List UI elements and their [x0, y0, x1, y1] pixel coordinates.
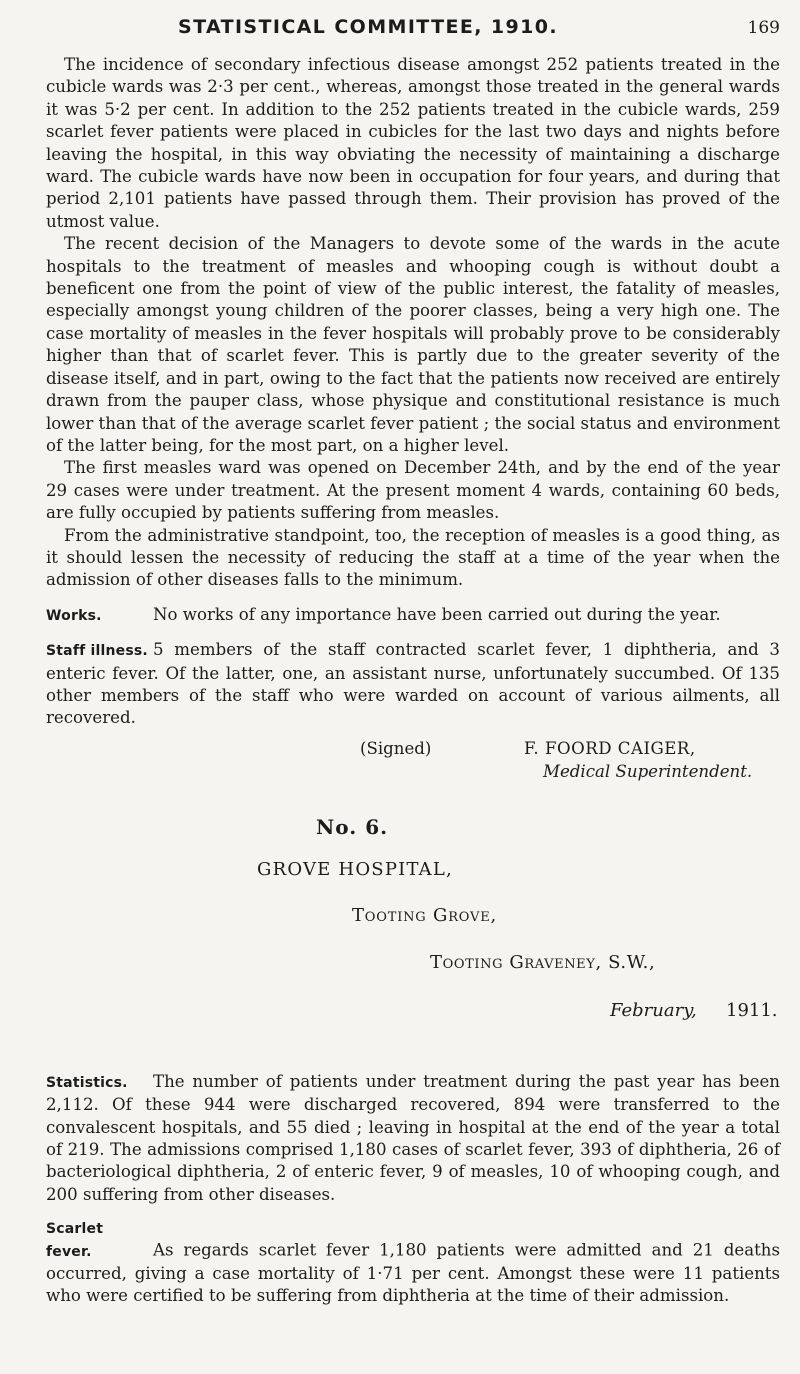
- address-line-2: Tooting Graveney, S.W.,: [430, 951, 656, 973]
- page-header: [46, 14, 780, 44]
- signature-block: [46, 738, 780, 784]
- report-month: February,: [610, 999, 697, 1021]
- hospital-name: GROVE HOSPITAL,: [257, 858, 453, 880]
- signed-label: (Signed): [360, 738, 432, 758]
- statistics-text: The number of patients under treatment during the past year has been 2,112. Of these 944 were discharged recovered, 894 were transferred to the convalescent hospitals, and 55 died ; leaving in hospital at the end of the year a total of 219. The admissions comprised 1,180 cases of scarlet fever, 393 of diphtheria, 26 of bacteriological diphtheria, 2 of enteric fever, 9 of measles, 10 of whooping cough, and 200 suffering from other diseases.: [46, 1071, 780, 1204]
- works-note: [46, 604, 780, 627]
- works-text: No works of any importance have been carried out during the year.: [153, 604, 721, 624]
- paragraph-administrative: From the administrative standpoint, too, the reception of measles is a good thing, as it should lessen the necessity of reducing the staff at a time of the year when the admission of other diseases falls to the minimum.: [46, 525, 780, 590]
- paragraph-cubicle-wards: The incidence of secondary infectious disease amongst 252 patients treated in the cubicle wards was 2·3 per cent., whereas, amongst those treated in the general wards it was 5·2 per cent. In addition to the 252 patients treated in the cubicle wards, 259 scarlet fever patients were placed in cubicles for the last two days and nights before leaving the hospital, in this way obviating the necessity of maintaining a discharge ward. The cubicle wards have now been in occupation for four years, and during that period 2,101 patients have passed through them. Their provision has proved of the utmost value.: [46, 55, 780, 231]
- signatory-name: F. FOORD CAIGER,: [524, 738, 696, 758]
- page-body: [46, 54, 780, 1308]
- staff-illness-label: Staff illness.: [46, 643, 148, 660]
- scarlet-fever-note: [46, 1218, 780, 1308]
- page-number: 169: [747, 18, 780, 38]
- works-label: Works.: [46, 607, 102, 624]
- statistics-note: [46, 1071, 780, 1206]
- staff-illness-note: [46, 639, 780, 730]
- section-number: No. 6.: [316, 814, 389, 839]
- section-heading: [46, 806, 780, 1071]
- address-line-1: Tooting Grove,: [352, 904, 498, 926]
- paragraph-measles-decision: The recent decision of the Managers to devote some of the wards in the acute hospitals to the treatment of measles and whooping cough is without doubt a beneficent one from the point of view of the public interest, the fatality of measles, especially amongst young children of the poorer classes, being a very high one. The case mortality of measles in the fever hospitals will probably prove to be considerably higher than that of scarlet fever. This is partly due to the greater severity of the disease itself, and in part, owing to the fact that the patients now received are entirely drawn from the pauper class, whose physique and constitutional resistance is much lower than that of the average scarlet fever patient ; the social status and environment of the latter being, for the most part, on a higher level.: [46, 234, 780, 455]
- statistics-label: Statistics.: [46, 1074, 128, 1091]
- scarlet-fever-text: As regards scarlet fever 1,180 patients were admitted and 21 deaths occurred, giving a case mortality of 1·71 per cent. Amongst these were 11 patients who were certified to be suffering from diphtheria at the time of their admission.: [46, 1240, 780, 1306]
- signatory-title: Medical Superintendent.: [543, 761, 753, 781]
- scarlet-fever-label: Scarlet fever.: [46, 1221, 104, 1260]
- paragraph-first-measles-ward: The first measles ward was opened on December 24th, and by the end of the year 29 cases were under treatment. At the present moment 4 wards, containing 60 beds, are fully occupied by patients suffering from measles.: [46, 458, 780, 523]
- running-title: STATISTICAL COMMITTEE, 1910.: [178, 16, 558, 38]
- report-year: 1911.: [726, 999, 778, 1021]
- staff-illness-text: 5 members of the staff contracted scarlet fever, 1 diphtheria, and 3 enteric fever. Of the latter, one, an assistant nurse, unfortunately succumbed. Of 135 other members of the staff who were warded on account of various ailments, all recovered.: [46, 640, 780, 728]
